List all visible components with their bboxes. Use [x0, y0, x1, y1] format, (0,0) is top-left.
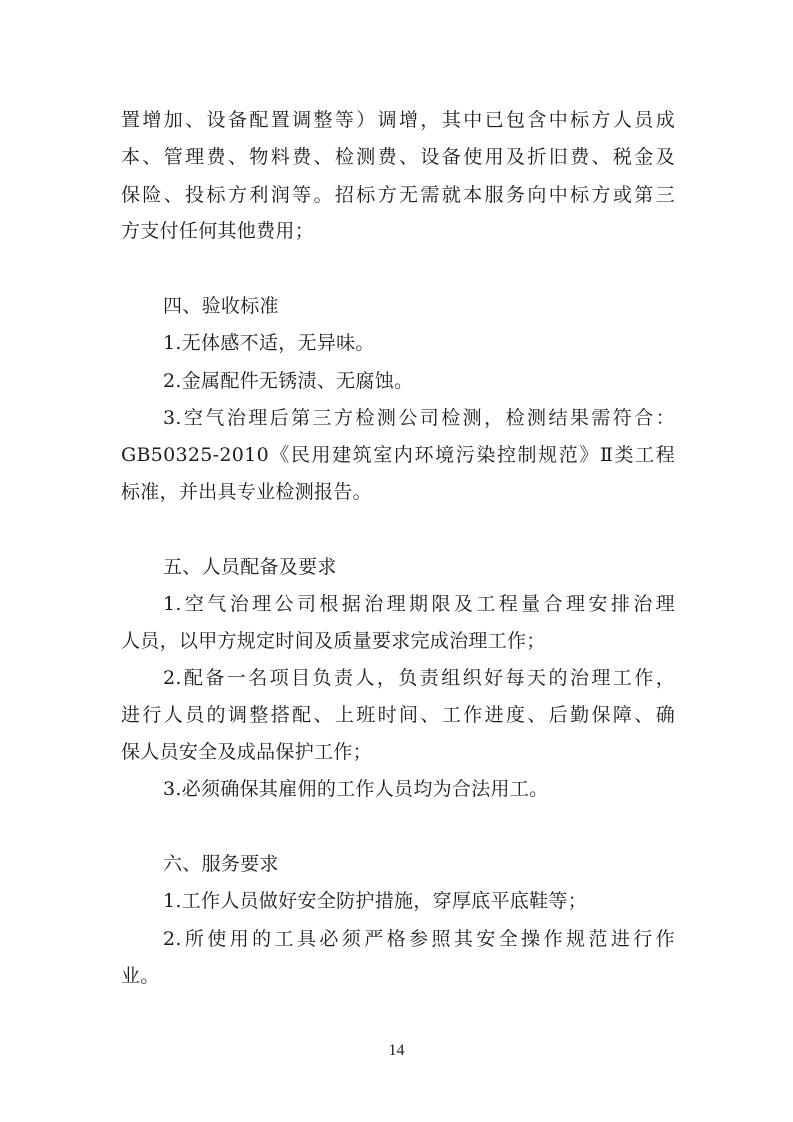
section-6-item-2-line-2: 业。 [121, 965, 160, 987]
intro-line-4: 方支付任何其他费用； [121, 220, 315, 242]
section-4-heading: 四、验收标准 [163, 295, 279, 317]
section-5-item-1-line-2: 人员，以甲方规定时间及质量要求完成治理工作； [121, 630, 546, 652]
section-6-item-1: 1.工作人员做好安全防护措施，穿厚底平底鞋等； [163, 890, 588, 912]
section-6-item-2-line-1: 2.所使用的工具必须严格参照其安全操作规范进行作 [163, 928, 675, 950]
section-4-item-3-line-1: 3.空气治理后第三方检测公司检测，检测结果需符合： [163, 407, 675, 429]
section-5-item-2-line-1: 2.配备一名项目负责人，负责组织好每天的治理工作， [163, 667, 675, 689]
intro-line-2: 本、管理费、物料费、检测费、设备使用及折旧费、税金及 [121, 146, 675, 168]
page-number: 14 [388, 1042, 405, 1059]
section-5-item-2-line-3: 保人员安全及成品保护工作； [121, 741, 372, 763]
section-4-item-1: 1.无体感不适，无异味。 [163, 332, 375, 354]
section-5-item-2-line-2: 进行人员的调整搭配、上班时间、工作进度、后勤保障、确 [121, 704, 675, 726]
section-5-item-1-line-1: 1.空气治理公司根据治理期限及工程量合理安排治理 [163, 593, 675, 615]
section-5-item-3: 3.必须确保其雇佣的工作人员均为合法用工。 [163, 778, 549, 800]
section-6-heading: 六、服务要求 [163, 853, 279, 875]
section-4-item-3-line-2: GB50325-2010《民用建筑室内环境污染控制规范》Ⅱ类工程 [121, 444, 675, 466]
section-5-heading: 五、人员配备及要求 [163, 556, 337, 578]
section-4-item-3-line-3: 标准，并出具专业检测报告。 [121, 481, 372, 503]
intro-line-1: 置增加、设备配置调整等）调增，其中已包含中标方人员成 [121, 109, 675, 131]
intro-line-3: 保险、投标方利润等。招标方无需就本服务向中标方或第三 [121, 184, 675, 206]
section-4-item-2: 2.金属配件无锈渍、无腐蚀。 [163, 370, 414, 392]
